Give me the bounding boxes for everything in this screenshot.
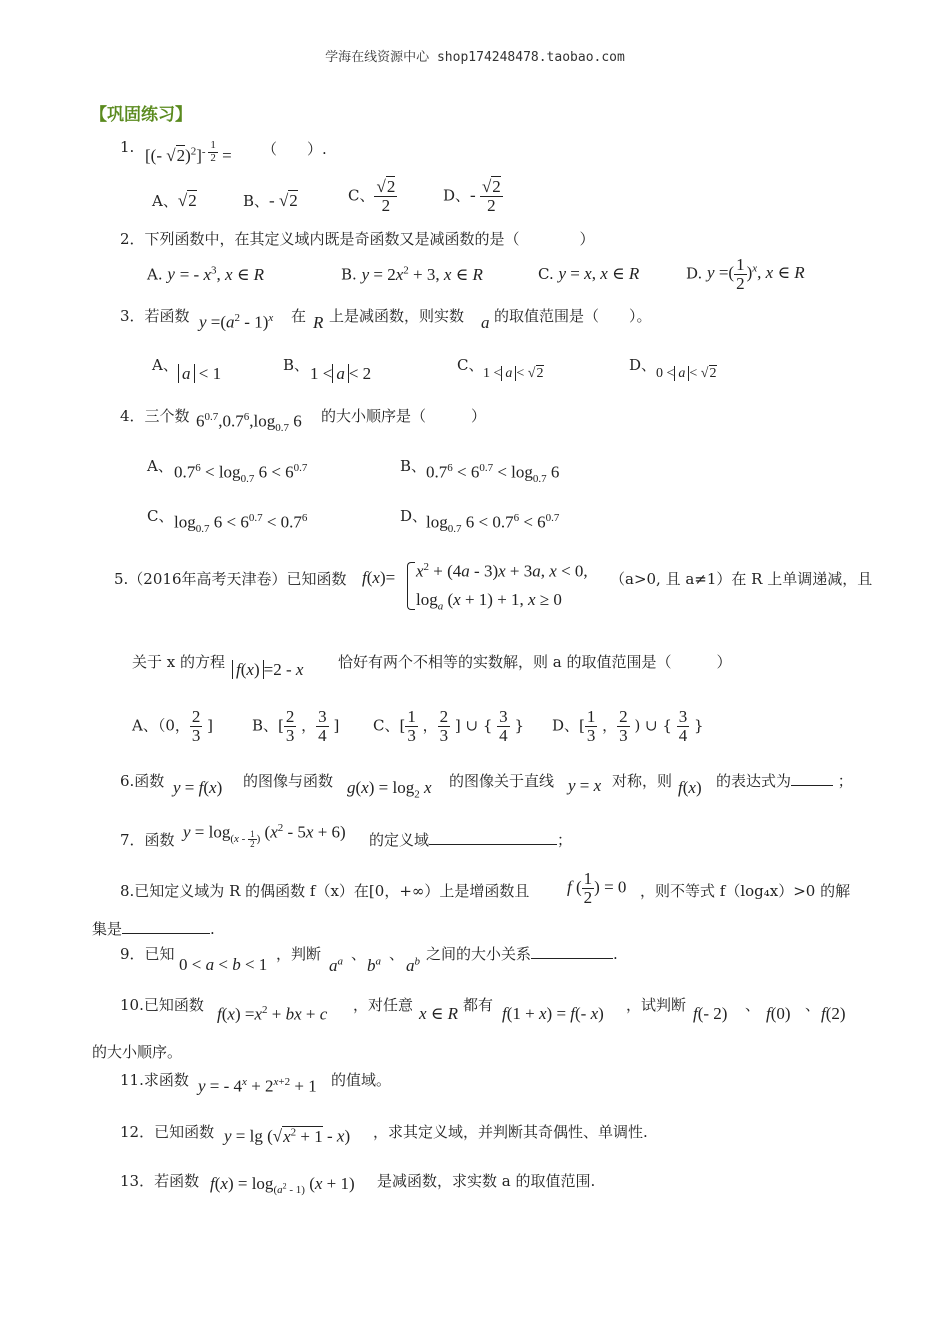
q2-option-b[interactable]: B. $y = 2x^2 + 3$, x ∈ R — [341, 264, 483, 284]
q3-option-d[interactable]: 0 < a < √2 — [656, 366, 717, 381]
q12-number: 12．已知函数 — [120, 1123, 215, 1141]
q3-mid2: 上是减函数，则实数 — [329, 307, 465, 325]
q8-line1b: ，则不等式 f（log₄x）>0 的解 — [640, 882, 851, 900]
q4-tail: 的大小顺序是（ ） — [321, 407, 487, 425]
q3-option-b[interactable]: 1 < a < 2 — [310, 364, 372, 383]
q4-option-a[interactable]: $0.7^6 < \log_{0.7} 6 < 6^{0.7}$ — [174, 462, 308, 486]
q9-ab: $a^b$ — [406, 955, 420, 975]
q6-t4: 的表达式为 ； — [716, 772, 853, 790]
q3-option-a-label[interactable]: A、 — [152, 356, 178, 374]
q6-line: y = x — [568, 776, 602, 795]
q1-option-b[interactable]: B、- √2 — [243, 191, 298, 210]
q3-option-a[interactable]: a < 1 — [178, 364, 221, 384]
q10-domain: x ∈ R — [419, 1004, 459, 1023]
q4-option-c-label[interactable]: C、 — [147, 507, 174, 525]
q2-stem: 2．下列函数中，在其定义域内既是奇函数又是减函数的是（ ） — [120, 230, 595, 248]
q7-answer-blank — [429, 844, 557, 845]
q11-number: 11.求函数 — [120, 1071, 189, 1089]
q9-number: 9．已知 — [120, 945, 175, 963]
q1-tail: （ ）. — [262, 140, 327, 158]
q3-variable: a — [481, 313, 490, 332]
q10-t4: 、 — [745, 996, 761, 1014]
q6-t2: 的图像关于直线 — [449, 772, 555, 790]
q3-tail: 的取值范围是（ ）。 — [494, 307, 652, 325]
q5-option-b[interactable]: B、[ $\frac{2}{3}$ ， $\frac{3}{4}$ ] — [252, 707, 340, 745]
q3-mid1: 在 — [291, 307, 307, 325]
q8-answer-blank — [122, 933, 210, 934]
q3-option-b-label[interactable]: B、 — [283, 356, 310, 374]
q3-number: 3．若函数 — [120, 307, 190, 325]
q10-f2: f(2) — [821, 1004, 846, 1023]
q3-option-c[interactable]: 1 < a < √2 — [483, 366, 544, 381]
q3-domain: R — [313, 313, 324, 332]
q10-t5: 、 — [805, 996, 821, 1014]
q10-f0: f(0) — [766, 1004, 791, 1023]
q10-symmetry: f(1 + x) = f(- x) — [502, 1004, 604, 1023]
q9-t1: ，判断 — [276, 945, 322, 963]
q9-condition: 0 < a < b < 1 — [179, 955, 268, 974]
q5-piece-1: $x^2 + (4a - 3)x + 3a$, x < 0, — [416, 561, 588, 581]
q12-function: $y = \lg (√x^2 + 1 - x)$ — [224, 1126, 351, 1146]
q4-option-c[interactable]: $\log_{0.7} 6 < 6^{0.7} < 0.7^6$ — [174, 512, 308, 536]
q4-option-b-label[interactable]: B、 — [400, 457, 427, 475]
q5-stem: 5.（2016年高考天津卷）已知函数 — [114, 570, 347, 588]
q5-function-name: f(x)= — [362, 568, 396, 587]
q11-tail: 的值域。 — [331, 1071, 392, 1089]
q5-option-d[interactable]: D、[ $\frac{1}{3}$ ， $\frac{2}{3}$ ) ∪ { $\frac{3}{4}$ } — [552, 707, 704, 745]
q13-function: $f(x) = \log_{(a^2 - 1)} (x + 1)$ — [210, 1174, 355, 1197]
q5-equation: f(x) =2 - x — [232, 660, 303, 680]
q4-option-b[interactable]: $0.7^6 < 6^{0.7} < \log_{0.7} 6$ — [426, 462, 560, 486]
q6-fx: y = f(x) — [173, 778, 223, 797]
q1-expression: [(- √2)$^2$]$^{- \frac{1}{2}}$ = — [145, 139, 232, 166]
q1-option-c[interactable]: C、 $\frac{√2}{2}$ — [348, 177, 396, 215]
q6-number: 6.函数 — [120, 772, 165, 790]
q6-fx2: f(x) — [678, 778, 702, 797]
q1-option-a[interactable]: A、√2 — [152, 191, 197, 210]
q5-line2-a: 关于 x 的方程 — [132, 653, 225, 671]
q8-condition: f ( $\frac{1}{2}$ ) = 0 — [567, 869, 627, 907]
q9-answer-blank — [531, 958, 613, 959]
q2-option-d[interactable]: D. y =( $\frac{1}{2}$ )$^x$, x ∈ R — [686, 255, 805, 293]
q9-t3: 、 — [389, 945, 405, 963]
q13-tail: 是减函数，求实数 a 的取值范围. — [377, 1172, 596, 1190]
q10-function: $f(x) =x^2$ + bx + c — [217, 1004, 328, 1024]
q6-t3: 对称，则 — [612, 772, 673, 790]
q4-option-d-label[interactable]: D、 — [400, 507, 428, 525]
q7-number: 7．函数 — [120, 831, 175, 849]
q7-function: $y = \log_{(x - \frac{1}{2} )} (x^2 - 5x + 6)$ — [183, 822, 346, 850]
q10-t1: ，对任意 — [353, 996, 414, 1014]
q4-number: 4．三个数 — [120, 407, 190, 425]
q8-line2: 集是 . — [92, 920, 215, 938]
q10-line2: 的大小顺序。 — [92, 1043, 183, 1061]
q3-function: $y =(a^2 - 1)^x$ — [199, 312, 274, 332]
q9-t2: 、 — [351, 945, 367, 963]
q4-option-a-label[interactable]: A、 — [147, 457, 173, 475]
q5-option-c[interactable]: C、[ $\frac{1}{3}$ ， $\frac{2}{3}$ ] ∪ { $\frac{3}{4}$ } — [373, 707, 524, 745]
q10-t2: 都有 — [463, 996, 494, 1014]
q3-option-d-label[interactable]: D、 — [629, 356, 657, 374]
q3-option-c-label[interactable]: C、 — [457, 356, 484, 374]
q12-tail: ，求其定义域，并判断其奇偶性、单调性. — [373, 1123, 648, 1141]
q1-number: 1. — [120, 138, 135, 156]
q7-tail: 的定义域 ； — [369, 831, 573, 849]
q2-option-a[interactable]: A. y = - $x^3$, x ∈ R — [147, 264, 265, 284]
q5-brace — [407, 562, 415, 610]
q6-t1: 的图像与函数 — [243, 772, 334, 790]
q2-option-c[interactable]: C. y = x, x ∈ R — [538, 264, 640, 283]
q6-answer-blank — [791, 785, 833, 786]
q9-t4: 之间的大小关系 . — [426, 945, 618, 963]
q10-f-neg2: f(- 2) — [693, 1004, 728, 1023]
q5-condition: （a>0, 且 a≠1）在 R 上单调递减，且 — [610, 570, 873, 588]
q5-option-a[interactable]: A、（0， $\frac{2}{3}$ ] — [132, 707, 214, 745]
q10-t3: ，试判断 — [626, 996, 687, 1014]
q8-line1: 8.已知定义域为 R 的偶函数 f（x）在[0，+∞）上是增函数且 — [120, 882, 530, 900]
q9-ba: $b^a$ — [367, 955, 381, 975]
q13-number: 13．若函数 — [120, 1172, 200, 1190]
section-title: 【巩固练习】 — [90, 105, 192, 125]
q10-number: 10.已知函数 — [120, 996, 204, 1014]
q4-numbers: $6^{0.7},0.7^6,\log_{0.7}$ 6 — [196, 411, 302, 435]
q1-option-d[interactable]: D、- $\frac{√2}{2}$ — [443, 177, 501, 215]
q5-line2-b: 恰好有两个不相等的实数解，则 a 的取值范围是（ ） — [338, 653, 732, 671]
q4-option-d[interactable]: $\log_{0.7} 6 < 0.7^6 < 6^{0.7}$ — [426, 512, 560, 536]
q6-gx: $g(x) = \log_2 x$ — [347, 778, 432, 801]
q5-piece-2: $\log_a (x + 1) + 1$, x ≥ 0 — [416, 590, 562, 613]
page-header: 学海在线资源中心 shop174248478.taobao.com — [325, 50, 625, 65]
q11-function: y = - $4^x + 2^{x+2} + 1$ — [198, 1076, 317, 1096]
q9-aa: $a^a$ — [329, 955, 343, 975]
